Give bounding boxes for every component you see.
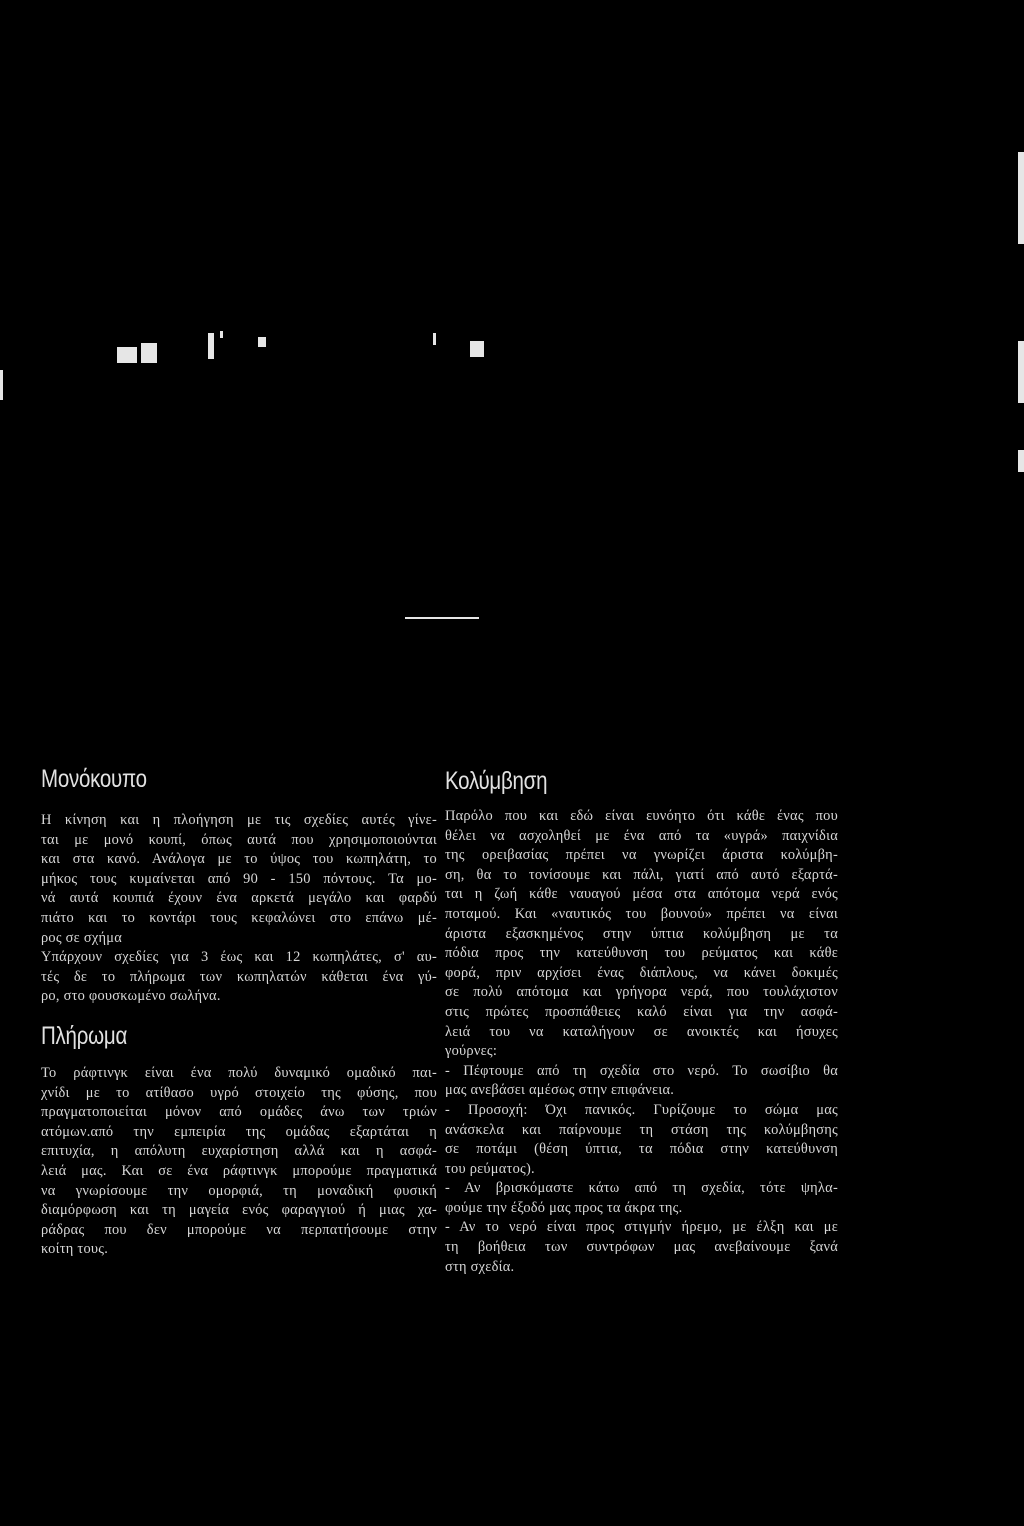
section-heading-monokoupo: Μονόκουπο — [41, 765, 147, 793]
text-line: χνίδι με το ατίθασο υγρό στοιχείο της φύσης, που — [41, 1084, 437, 1101]
text-line: τές δε το πλήρωμα των κωπηλατών κάθεται ένα γύ- — [41, 968, 437, 985]
text-line: ρο, στο φουσκωμένο σωλήνα. — [41, 988, 221, 1005]
text-line: Η κίνηση και η πλοήγηση με τις σχεδίες αυτές γίνε- — [41, 812, 437, 828]
text-line: ανάσκελα και παίρνουμε τη στάση της κολύμβησης — [445, 1121, 838, 1138]
scan-divider-mark — [405, 617, 479, 619]
text-line: πόδια προς την κατεύθυνση του ρεύματος και κάθε — [445, 945, 838, 962]
text-line: ράδρας που δεν μπορούμε να περπατήσουμε στην — [41, 1221, 437, 1238]
text-line: φορά, πριν αρχίσει ένας διάπλους, να κάνει δοκιμές — [445, 964, 838, 981]
text-line: σε πολύ απότομα και γρήγορα νερά, που τουλάχιστον — [445, 984, 838, 1001]
text-line: νά αυτά κουπιά έχουν ένα αρκετά μεγάλο και φαρδύ — [41, 890, 437, 907]
text-line: ποταμού. Και «ναυτικός του βουνού» πρέπει να είναι — [445, 905, 838, 922]
text-line: μας ανεβάσει αμέσως στην επιφάνεια. — [445, 1082, 675, 1099]
paragraph-plirwma — [41, 1064, 437, 1260]
text-line: κοίτη τους. — [41, 1241, 109, 1258]
scan-edge-mark — [1018, 152, 1024, 244]
text-line: σε ποτάμι (θέση ύπτια, τα πόδια στην κατεύθυνση — [445, 1141, 838, 1158]
text-line: τη βοήθεια των συντρόφων μας ανεβαίνουμε ξανά — [445, 1239, 838, 1256]
text-line: Το ράφτινγκ είναι ένα πολύ δυναμικό ομαδικό παι- — [41, 1065, 437, 1081]
scan-edge-mark — [0, 370, 3, 400]
section-heading-kolymvisi: Κολύμβηση — [445, 767, 548, 795]
scan-artifact — [208, 333, 214, 359]
text-line: στη σχεδία. — [445, 1258, 515, 1275]
text-line: της ορειβασίας πρέπει να γνωρίζει άριστα κολύμβη- — [445, 847, 838, 864]
text-line: πιάτο και το κοντάρι τους κεφαλώνει στο επάνω μέ- — [41, 909, 437, 926]
text-line: του ρεύματος). — [445, 1160, 535, 1177]
scan-artifact — [433, 333, 436, 345]
text-line: γούρνες: — [445, 1043, 498, 1060]
text-line: διαμόρφωση και τη μαγεία ενός φαραγγιού ή μιας χα- — [41, 1202, 437, 1219]
scan-artifact — [117, 347, 137, 363]
text-line: θέλει να ασχοληθεί με ένα από τα «υγρά» παιχνίδια — [445, 827, 838, 844]
scan-artifact — [220, 331, 223, 338]
scan-artifact — [258, 337, 266, 347]
paragraph-kolymvisi — [445, 807, 838, 1277]
text-line: πραγματοποιείται μόνον από ομάδες άνω των τριών — [41, 1104, 437, 1121]
text-line: Υπάρχουν σχεδίες για 3 έως και 12 κωπηλάτες, σ' αυ- — [41, 949, 437, 966]
text-line: - Πέφτουμε από τη σχεδία στο νερό. Το σωσίβιο θα — [445, 1062, 838, 1079]
text-line: στις πρώτες προσπάθειες καλό είναι για την ασφά- — [445, 1003, 838, 1020]
text-line: φούμε την έξοδό μας προς τα άκρα της. — [445, 1199, 683, 1216]
scan-edge-mark — [1018, 341, 1024, 403]
text-line: μήκος τους κυμαίνεται από 90 - 150 πόντους. Τα μο- — [41, 870, 437, 887]
text-line: ται με μονό κουπί, όπως αυτά που χρησιμοποιούνται — [41, 831, 437, 848]
text-line: ρος σε σχήμα — [41, 929, 122, 946]
scan-edge-mark — [1018, 450, 1024, 472]
text-line: - Αν το νερό είναι προς στιγμήν ήρεμο, με έλξη και με — [445, 1219, 838, 1236]
text-line: - Προσοχή: Όχι πανικός. Γυρίζουμε το σώμα μας — [445, 1101, 838, 1118]
text-line: άριστα εξασκημένος στην ύπτια κολύμβηση με τα — [445, 925, 838, 942]
text-line: ση, θα το τονίσουμε και πάλι, γιατί από αυτό εξαρτά- — [445, 866, 838, 883]
text-line: ται η ζωή κάθε ναυαγού μέσα στα απότομα νερά ενός — [445, 886, 838, 903]
text-line: να γνωρίσουμε την ομορφιά, τη μοναδική φυσική — [41, 1182, 437, 1199]
text-line: λειά μας. Και σε ένα ράφτινγκ μπορούμε πραγματικά — [41, 1162, 437, 1179]
scan-artifact — [470, 341, 484, 357]
text-line: λειά του να καταλήγουν σε ανοικτές και ήσυχες — [445, 1023, 838, 1040]
text-line: Παρόλο που και εδώ είναι ευνόητο ότι κάθε ένας που — [445, 808, 838, 824]
text-line: και στα κανό. Ανάλογα με το ύψος του κωπηλάτη, το — [41, 851, 437, 868]
text-line: ατόμων.από την εμπειρία της ομάδας εξαρτάται η — [41, 1123, 437, 1140]
paragraph-monokoupo — [41, 811, 437, 1007]
text-line: - Αν βρισκόμαστε κάτω από τη σχεδία, τότε ψηλα- — [445, 1180, 838, 1197]
text-line: επιτυχία, η απόλυτη ευχαρίστηση αλλά και η ασφά- — [41, 1143, 437, 1160]
section-heading-plirwma: Πλήρωμα — [41, 1022, 128, 1050]
scan-artifact — [141, 343, 157, 363]
